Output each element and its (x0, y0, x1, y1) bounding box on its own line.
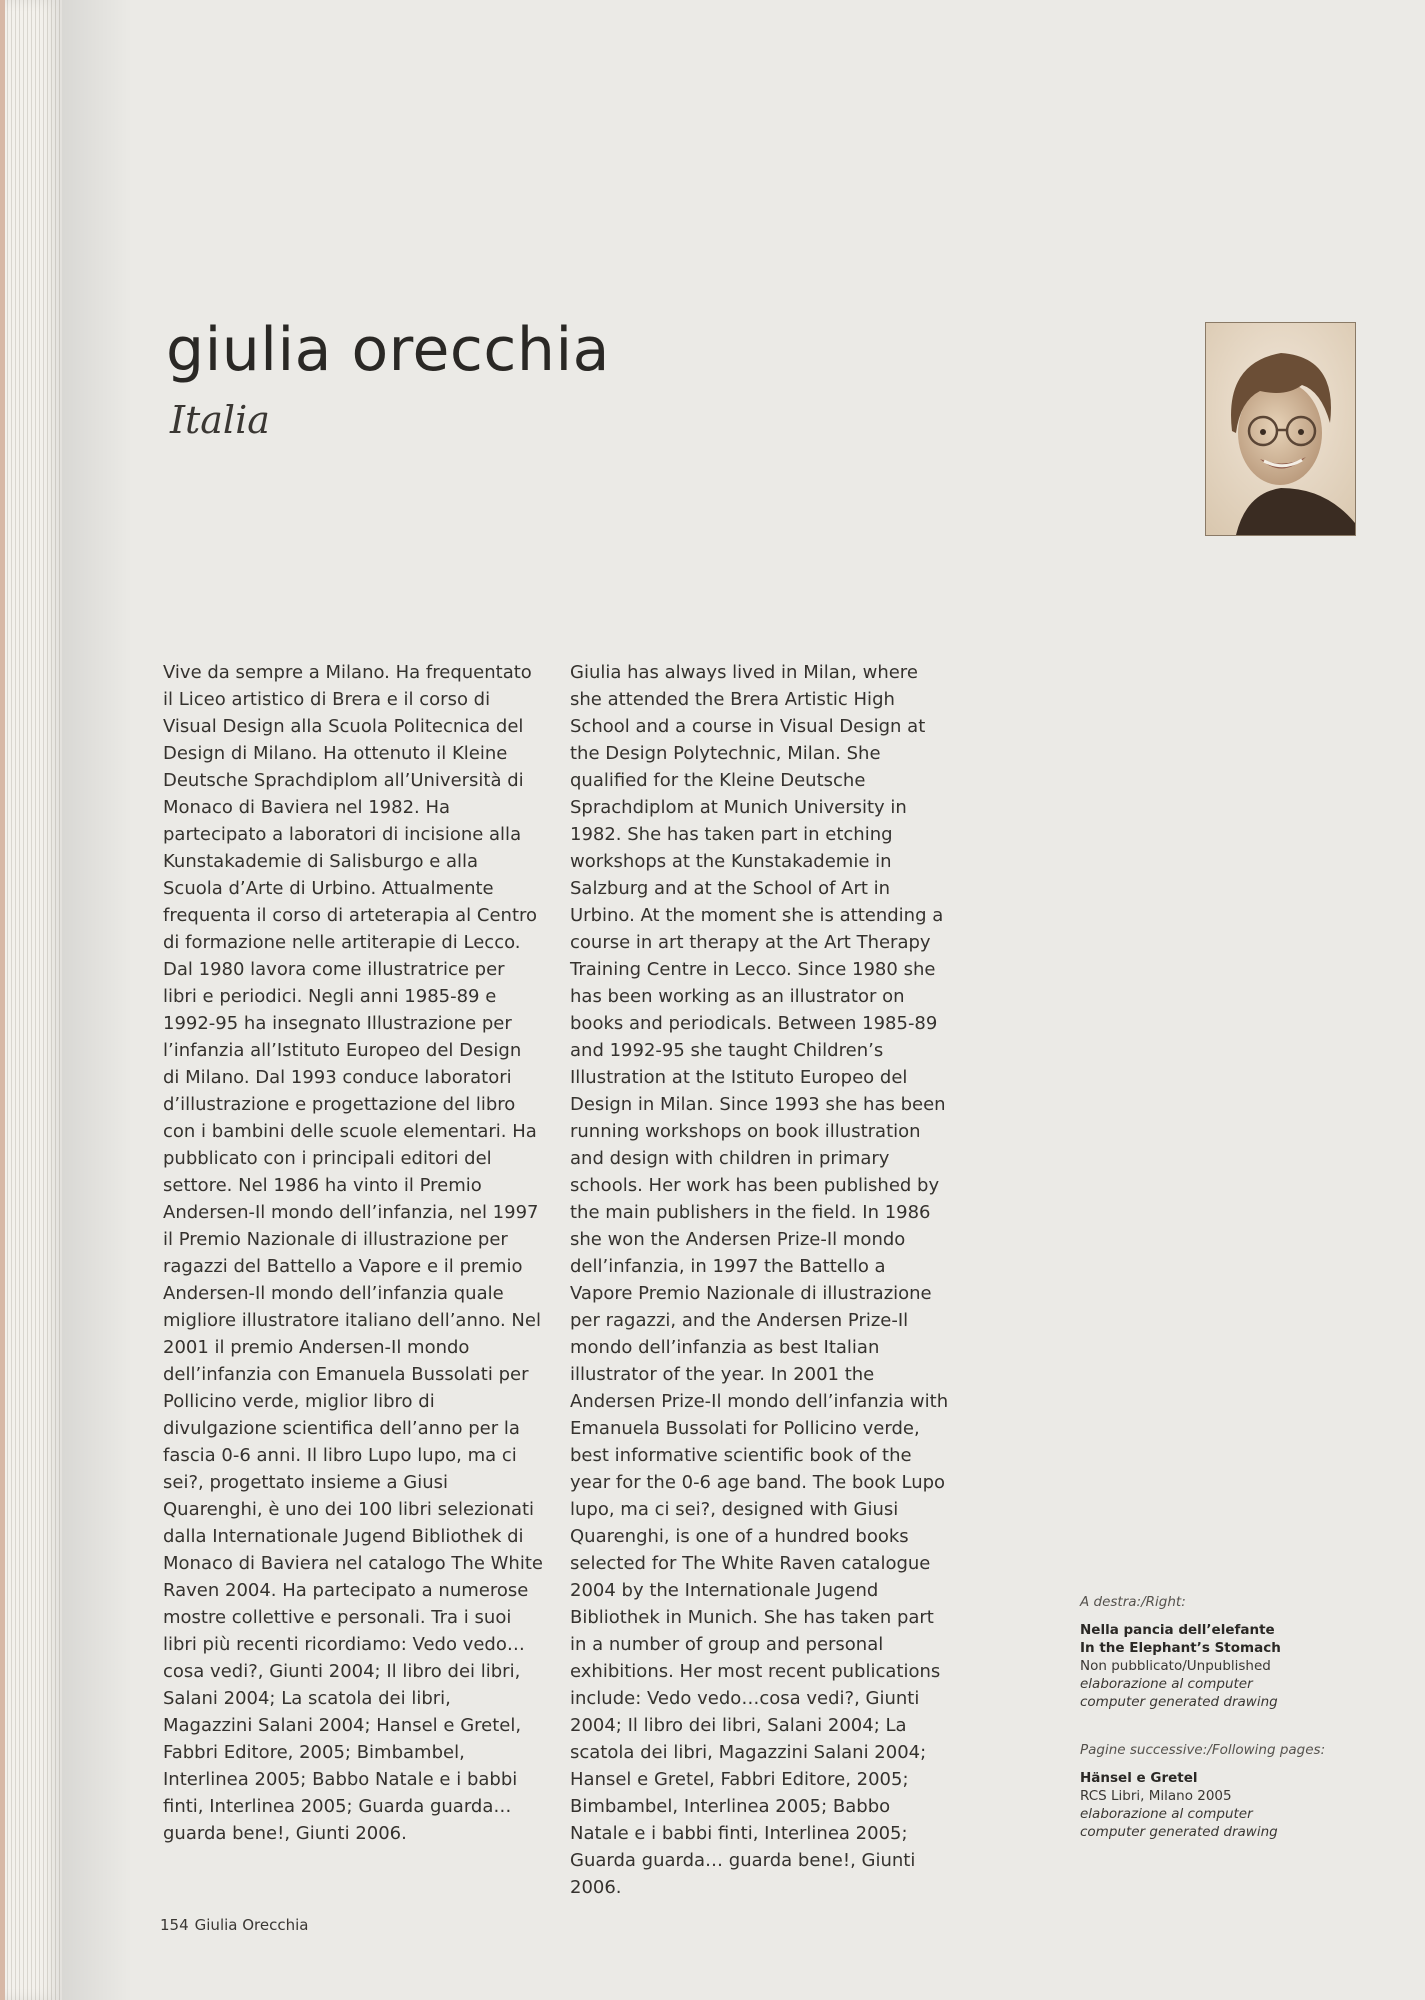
image-captions (1080, 1593, 1340, 1871)
caption-technique-en: computer generated drawing (1080, 1694, 1278, 1710)
caption-technique-it: elaborazione al computer (1080, 1676, 1253, 1692)
caption-title-it: Nella pancia dell’elefante (1080, 1622, 1275, 1638)
caption-technique-it: elaborazione al computer (1080, 1806, 1253, 1822)
page-number: 154 (160, 1916, 189, 1934)
bio-italian-text: Vive da sempre a Milano. Ha frequentato il Liceo artistico di Brera e il corso di Visual Design alla Scuola Politecnica del Design di Milano. Ha ottenuto il Kleine Deutsche Sprachdiplom all’Università di Monaco di Baviera nel 1982. Ha partecipato a laboratori di incisione alla Kunstakademie di Salisburgo e alla Scuola d’Arte di Urbino. Attualmente frequenta il corso di arteterapia al Centro di formazione nelle artiterapie di Lecco. Dal 1980 lavora come illustratrice per libri e periodici. Negli anni 1985-89 e 1992-95 ha insegnato Illustrazione per l’infanzia all’Istituto Europeo del Design di Milano. Dal 1993 conduce laboratori d’illustrazione e progettazione del libro con i bambini delle scuole elementari. Ha pubblicato con i principali editori del settore. Nel 1986 ha vinto il Premio Andersen-Il mondo dell’infanzia, nel 1997 il Premio Nazionale di illustrazione per ragazzi del Battello a Vapore e il premio Andersen-Il mondo dell’infanzia quale migliore illustratore italiano dell’anno. Nel 2001 il premio Andersen-Il mondo dell’infanzia con Emanuela Bussolati per Pollicino verde, miglior libro di divulgazione scientifica dell’anno per la fascia 0-6 anni. Il libro Lupo lupo, ma ci sei?, progettato insieme a Giusi Quarenghi, è uno dei 100 libri selezionati dalla Internationale Jugend Bibliothek di Monaco di Baviera nel catalogo The White Raven 2004. Ha partecipato a numerose mostre collettive e personali. Tra i suoi libri più recenti ricordiamo: Vedo vedo…cosa vedi?, Giunti 2004; Il libro dei libri, Salani 2004; La scatola dei libri, Magazzini Salani 2004; Hansel e Gretel, Fabbri Editore, 2005; Bimbambel, Interlinea 2005; Babbo Natale e i babbi finti, Interlinea 2005; Guarda guarda… guarda bene!, Giunti 2006. (163, 662, 543, 1844)
bio-english-column (570, 659, 950, 1901)
page-stack-edge (0, 0, 62, 2000)
caption-title-it: Hänsel e Gretel (1080, 1770, 1198, 1786)
caption-publisher: Non pubblicato/Unpublished (1080, 1658, 1271, 1674)
caption-title-en: In the Elephant’s Stomach (1080, 1640, 1281, 1656)
artist-country: Italia (170, 398, 270, 442)
bio-italian-column (163, 659, 543, 1847)
page-footer (160, 1916, 308, 1934)
portrait-photo (1206, 323, 1355, 535)
bio-english-text: Giulia has always lived in Milan, where she attended the Brera Artistic High School and a course in Visual Design at the Design Polytechnic, Milan. She qualified for the Kleine Deutsche Sprachdiplom at Munich University in 1982. She has taken part in etching workshops at the Kunstakademie in Salzburg and at the School of Art in Urbino. At the moment she is attending a course in art therapy at the Art Therapy Training Centre in Lecco. Since 1980 she has been working as an illustrator on books and periodicals. Between 1985-89 and 1992-95 she taught Children’s Illustration at the Istituto Europeo del Design in Milan. Since 1993 she has been running workshops on book illustration and design with children in primary schools. Her work has been published by the main publishers in the field. In 1986 she won the Andersen Prize-Il mondo dell’infanzia, in 1997 the Battello a Vapore Premio Nazionale di illustrazione per ragazzi, and the Andersen Prize-Il mondo dell’infanzia as best Italian illustrator of the year. In 2001 the Andersen Prize-Il mondo dell’infanzia with Emanuela Bussolati for Pollicino verde, best informative scientific book of the year for the 0-6 age band. The book Lupo lupo, ma ci sei?, designed with Giusi Quarenghi, is one of a hundred books selected for The White Raven catalogue 2004 by the Internationale Jugend Bibliothek in Munich. She has taken part in a number of group and personal exhibitions. Her most recent publications include: Vedo vedo…cosa vedi?, Giunti 2004; Il libro dei libri, Salani 2004; La scatola dei libri, Magazzini Salani 2004; Hansel e Gretel, Fabbri Editore, 2005; Bimbambel, Interlinea 2005; Babbo Natale e i babbi finti, Interlinea 2005; Guarda guarda… guarda bene!, Giunti 2006. (570, 662, 949, 1898)
artist-portrait (1205, 322, 1356, 536)
caption-publisher: RCS Libri, Milano 2005 (1080, 1788, 1232, 1804)
artist-name: giulia orecchia (166, 315, 610, 385)
running-title: Giulia Orecchia (194, 1916, 309, 1934)
caption-heading: Pagine successive:/Following pages: (1080, 1742, 1326, 1758)
gutter-shadow (62, 0, 132, 2000)
caption-technique-en: computer generated drawing (1080, 1824, 1278, 1840)
caption-following-pages (1080, 1741, 1340, 1841)
caption-right (1080, 1593, 1340, 1711)
caption-heading: A destra:/Right: (1080, 1594, 1186, 1610)
